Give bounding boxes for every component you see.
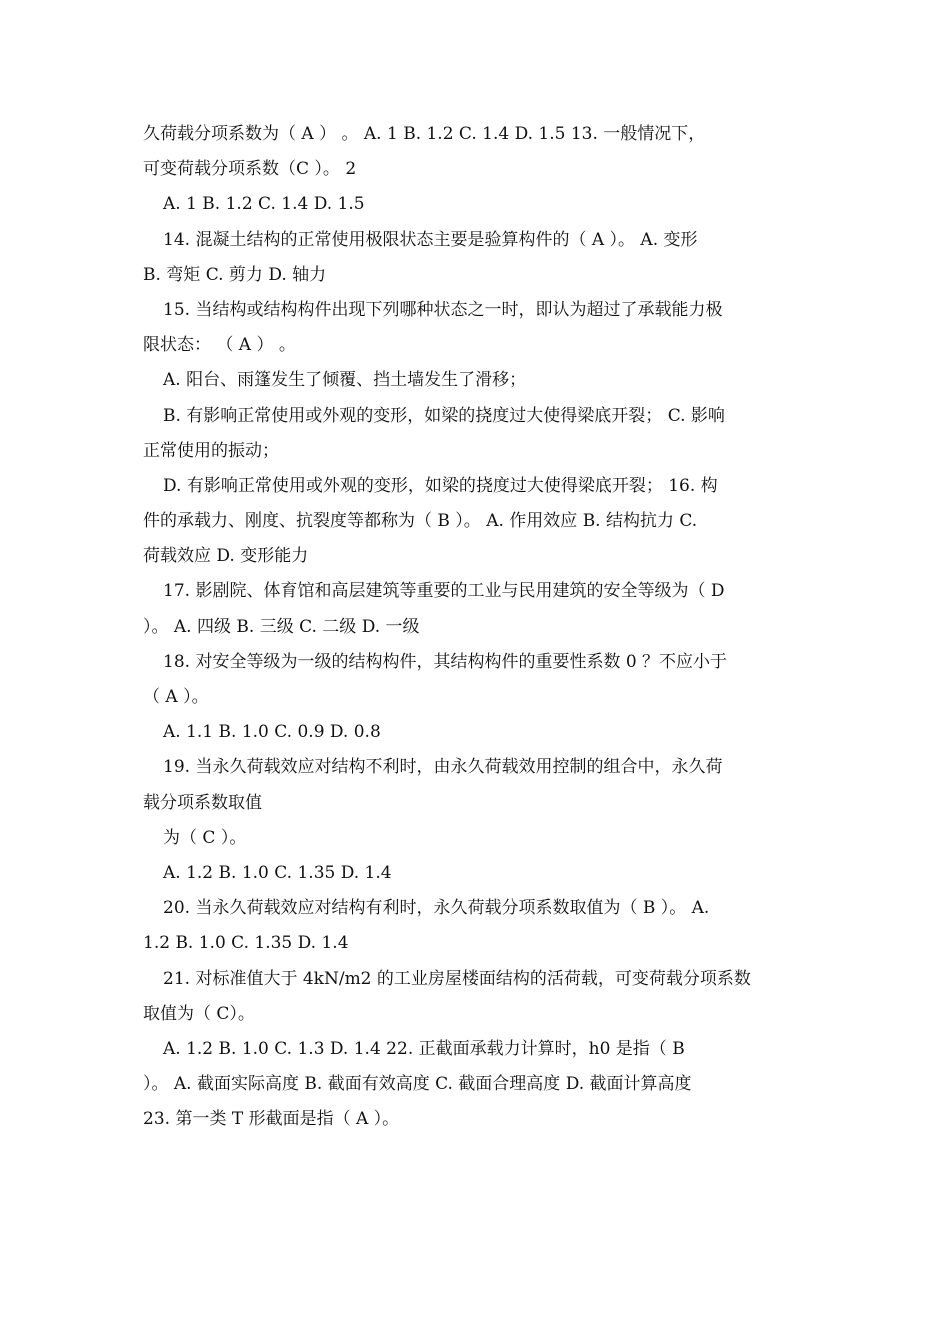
text-line: 20. 当永久荷载效应对结构有利时，永久荷载分项系数取值为（ B ）。 A. — [163, 898, 710, 919]
text-line: 19. 当永久荷载效应对结构不利时，由永久荷载效用控制的组合中，永久荷 — [163, 757, 723, 778]
text-line: ）。 A. 四级 B. 三级 C. 二级 D. 一级 — [143, 616, 420, 637]
text-line: ）。 A. 截面实际高度 B. 截面有效高度 C. 截面合理高度 D. 截面计算高度 — [143, 1074, 692, 1095]
text-line: 正常使用的振动； — [143, 440, 279, 461]
text-line: 14. 混凝土结构的正常使用极限状态主要是验算构件的（ A ）。 A. 变形 — [163, 229, 698, 250]
text-line: 1.2 B. 1.0 C. 1.35 D. 1.4 — [143, 933, 349, 954]
text-line: 为（ C ）。 — [163, 827, 247, 848]
text-line: A. 1 B. 1.2 C. 1.4 D. 1.5 — [163, 194, 365, 215]
text-line: A. 阳台、雨篷发生了倾覆、挡土墙发生了滑移； — [163, 370, 527, 391]
text-line: 荷载效应 D. 变形能力 — [143, 546, 309, 567]
text-line: 17. 影剧院、体育馆和高层建筑等重要的工业与民用建筑的安全等级为（ D — [163, 581, 725, 602]
text-line: B. 弯矩 C. 剪力 D. 轴力 — [143, 264, 327, 285]
text-line: 载分项系数取值 — [143, 792, 262, 813]
text-line: A. 1.1 B. 1.0 C. 0.9 D. 0.8 — [163, 722, 381, 743]
text-line: 18. 对安全等级为一级的结构构件，其结构构件的重要性系数 0 ？不应小于 — [163, 651, 728, 672]
text-line: D. 有影响正常使用或外观的变形，如梁的挠度过大使得梁底开裂； 16. 构 — [163, 475, 718, 496]
text-line: 21. 对标准值大于 4kN/m2 的工业房屋楼面结构的活荷载，可变荷载分项系数 — [163, 968, 751, 989]
text-line: 15. 当结构或结构构件出现下列哪种状态之一时，即认为超过了承载能力极 — [163, 299, 723, 320]
text-line: （ A ）。 — [143, 687, 209, 707]
text-line: 取值为（ C）。 — [143, 1003, 255, 1024]
text-line: 件的承载力、刚度、抗裂度等都称为（ B ）。 A. 作用效应 B. 结构抗力 C. — [143, 511, 698, 532]
text-line: 可变荷载分项系数（C ）。 2 — [143, 159, 357, 180]
document-body — [143, 117, 808, 1137]
text-line: A. 1.2 B. 1.0 C. 1.3 D. 1.4 22. 正截面承载力计算时，h0 是指（ B — [163, 1038, 685, 1059]
text-line: 久荷载分项系数为（ A ） 。 A. 1 B. 1.2 C. 1.4 D. 1.5 13. 一般情况下， — [143, 124, 706, 144]
text-line: A. 1.2 B. 1.0 C. 1.35 D. 1.4 — [163, 862, 392, 883]
text-line: B. 有影响正常使用或外观的变形，如梁的挠度过大使得梁底开裂； C. 影响 — [163, 405, 725, 426]
text-line: 23. 第一类 T 形截面是指（ A ）。 — [143, 1109, 400, 1130]
text-line: 限状态： （ A ） 。 — [143, 335, 296, 356]
